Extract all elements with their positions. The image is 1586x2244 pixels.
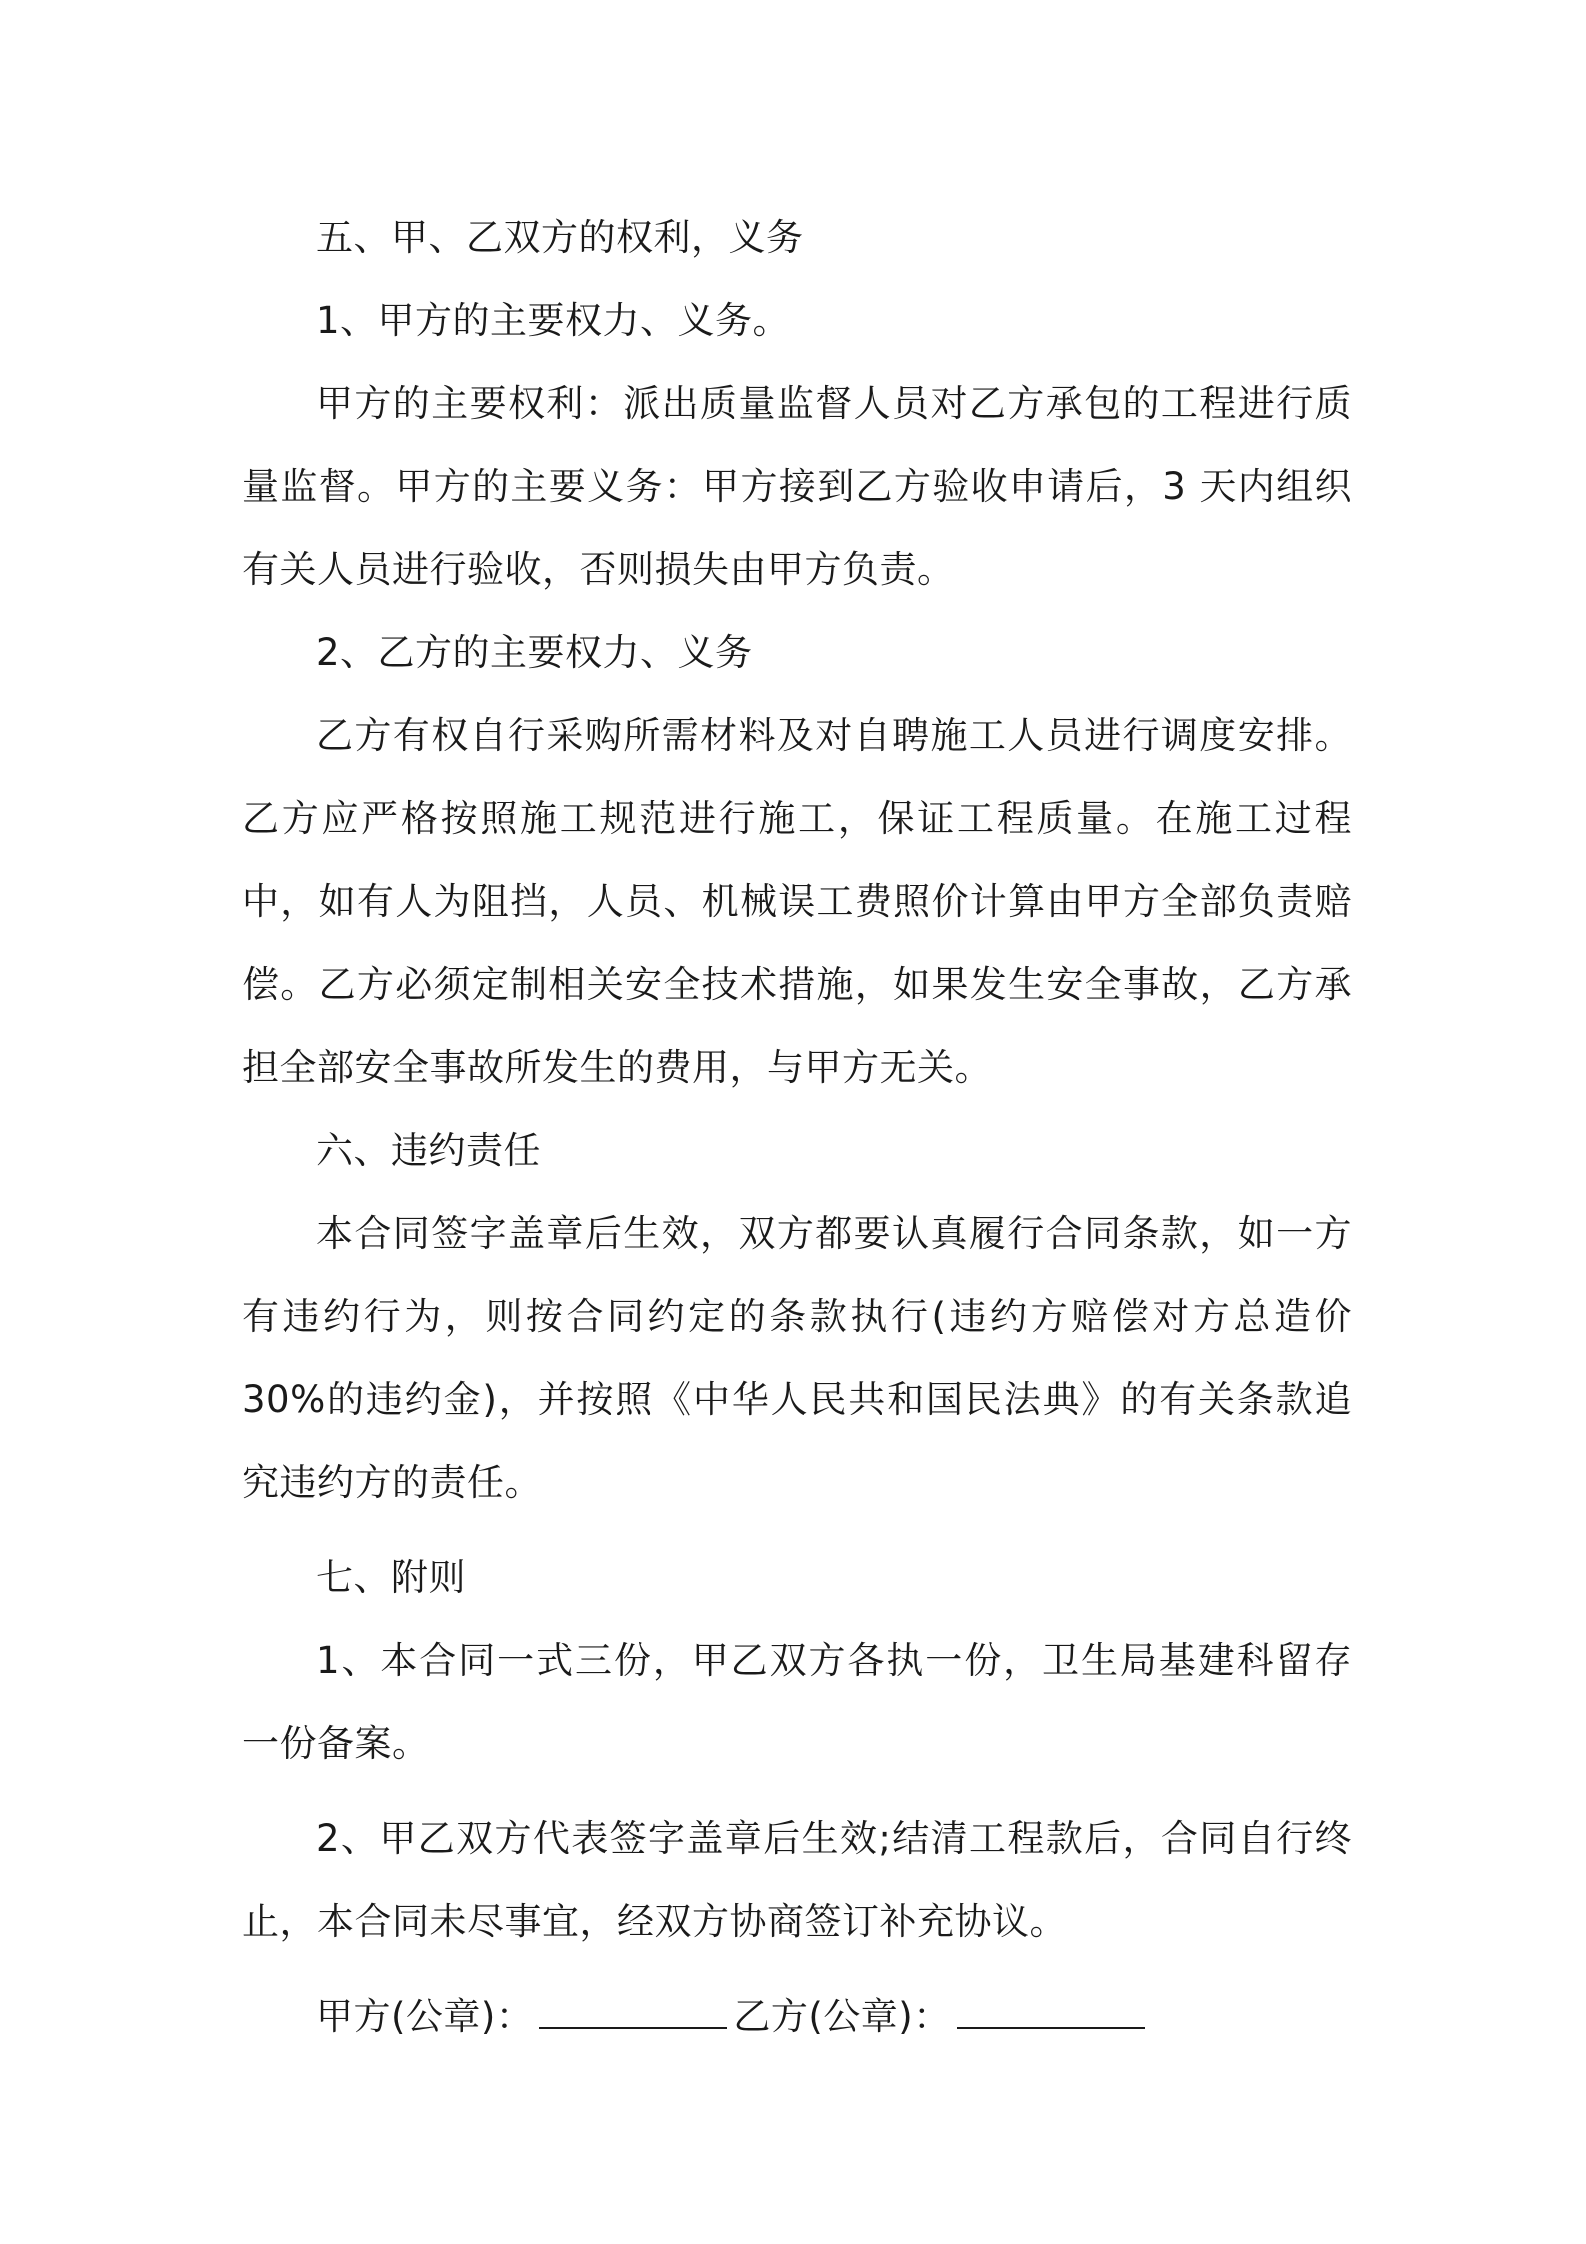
party-b-seal-label: 乙方(公章)： — [733, 1995, 951, 2038]
section-6-paragraph: 本合同签字盖章后生效，双方都要认真履行合同条款，如一方有违约行为，则按合同约定的条款执行(违约方赔偿对方总造价 30%的违约金)，并按照《中华人民共和国民法典》的有关条款追究违约方的责任。 — [242, 1212, 1352, 1504]
section-5-2-heading: 2、乙方的主要权力、义务 — [316, 631, 753, 674]
spacer — [242, 1963, 1352, 1975]
section-7-heading: 七、附则 — [316, 1556, 466, 1599]
section-5-2-paragraph: 乙方有权自行采购所需材料及对自聘施工人员进行调度安排。乙方应严格按照施工规范进行施工，保证工程质量。在施工过程中，如有人为阻挡，人员、机械误工费照价计算由甲方全部负责赔偿。乙方必须定制相关安全技术措施，如果发生安全事故，乙方承担全部安全事故所发生的费用，与甲方无关。 — [242, 714, 1352, 1089]
document-body — [242, 196, 1352, 2058]
signature-row — [242, 1975, 1352, 2058]
section-5-heading: 五、甲、乙双方的权利，义务 — [316, 216, 804, 259]
spacer — [242, 1524, 1352, 1536]
section-5-1-paragraph: 甲方的主要权利：派出质量监督人员对乙方承包的工程进行质量监督。甲方的主要义务：甲方接到乙方验收申请后，3 天内组织有关人员进行验收，否则损失由甲方负责。 — [242, 382, 1352, 591]
party-a-signature-line — [539, 1999, 727, 2029]
party-b-signature-line — [957, 1999, 1145, 2029]
spacer — [242, 1785, 1352, 1797]
section-6-heading: 六、违约责任 — [316, 1129, 541, 1172]
section-7-2-paragraph: 2、甲乙双方代表签字盖章后生效;结清工程款后，合同自行终止，本合同未尽事宜，经双方协商签订补充协议。 — [242, 1817, 1352, 1943]
party-a-seal-label: 甲方(公章)： — [316, 1995, 534, 2038]
section-7-1-paragraph: 1、本合同一式三份，甲乙双方各执一份，卫生局基建科留存一份备案。 — [242, 1639, 1352, 1765]
section-5-1-heading: 1、甲方的主要权力、义务。 — [316, 299, 791, 342]
